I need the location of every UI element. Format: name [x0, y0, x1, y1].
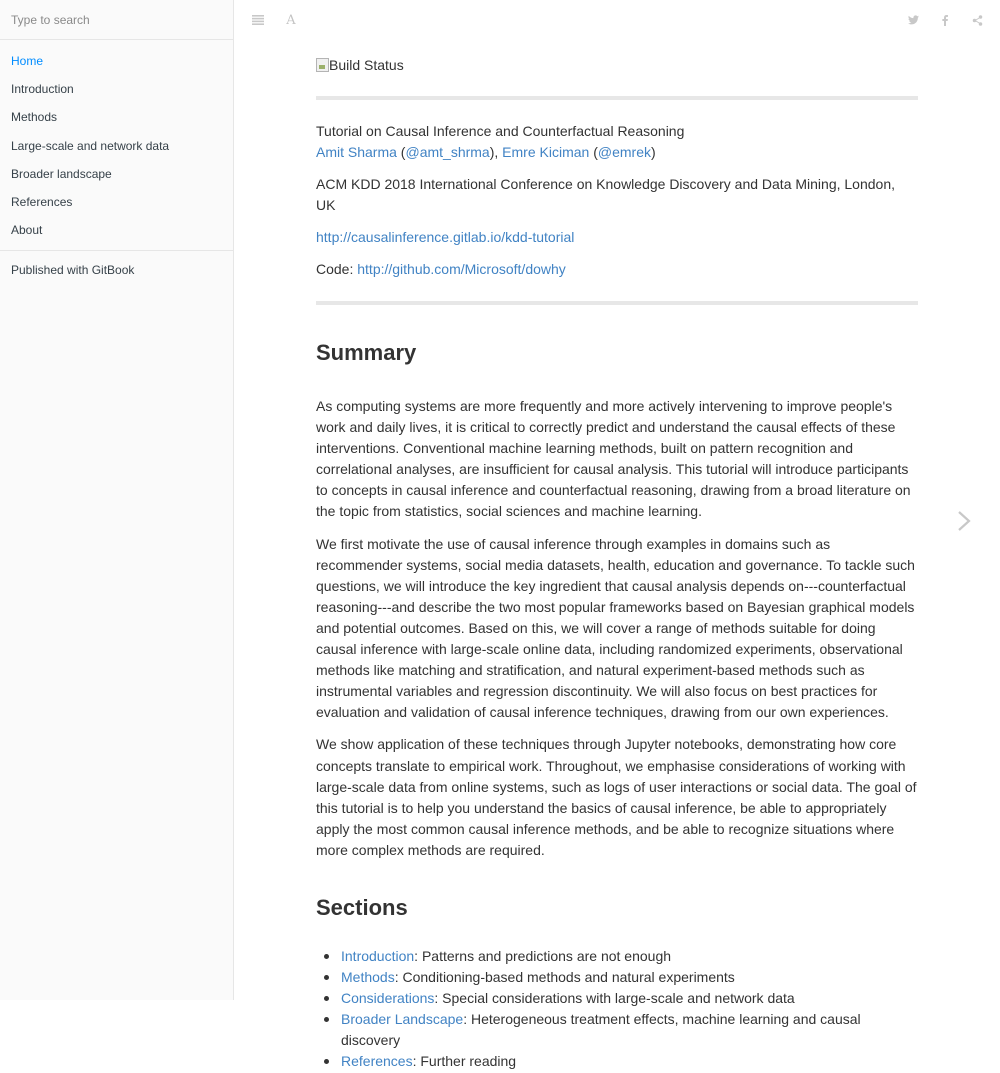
author-emre-kiciman-link[interactable]: Emre Kiciman: [502, 144, 590, 160]
build-status-alt-text: Build Status: [329, 56, 404, 73]
page-content: [316, 40, 918, 1073]
sections-list: [316, 946, 918, 1073]
list-item: [341, 946, 918, 967]
section-link-considerations[interactable]: Considerations: [341, 990, 435, 1007]
sidebar-item-introduction[interactable]: Introduction: [11, 82, 74, 97]
tutorial-title: Tutorial on Causal Inference and Counterfactual Reasoning: [316, 123, 685, 139]
section-link-broader-landscape[interactable]: Broader Landscape: [341, 1011, 464, 1028]
list-item: [341, 967, 918, 988]
code-label: Code:: [316, 261, 354, 277]
sidebar-item-methods[interactable]: Methods: [11, 110, 58, 125]
section-link-introduction[interactable]: Introduction: [341, 947, 415, 964]
section-description: : Patterns and predictions are not enough: [414, 947, 672, 964]
book-header: [235, 0, 1000, 40]
menu-icon[interactable]: [249, 11, 267, 29]
section-description: : Heterogeneous treatment effects, machine learning and causal discovery: [341, 1011, 861, 1049]
published-with-gitbook-link[interactable]: Published with GitBook: [11, 263, 135, 278]
summary-paragraph-1: As computing systems are more frequently and more actively intervening to improve people's work and daily lives, it is critical to correctly predict and understand the causal effects of these interventions. Conventional machine learning methods, built on pattern recognition and correlational analyses, are insufficient for causal analysis. This tutorial will introduce participants to concepts in causal inference and counterfactual reasoning, drawing from a broad literature on the topic from statistics, social sciences and machine learning.: [316, 398, 911, 520]
summary-paragraph-2: We first motivate the use of causal inference through examples in domains such as recommender systems, social media datasets, health, education and governance. To tackle such questions, we will introduce the key ingredient that causal analysis depends on---counterfactual reasoning---and describe the two most popular frameworks based on Bayesian graphical models and potential outcomes. Based on this, we will cover a range of methods suitable for doing causal inference with large-scale online data, including randomized experiments, observational methods like matching and stratification, and natural experiment-based methods such as instrumental variables and regression discontinuity. We will also focus on best practices for evaluation and validation of causal inference techniques, drawing from our own experiences.: [316, 535, 915, 721]
title-block: [316, 121, 918, 163]
sidebar-item-home[interactable]: Home: [11, 54, 44, 69]
divider: [316, 96, 918, 100]
summary-heading: Summary: [316, 340, 417, 365]
next-page-arrow-icon[interactable]: [953, 506, 977, 536]
sidebar-item-about[interactable]: About: [11, 223, 43, 238]
twitter-icon[interactable]: [904, 11, 922, 29]
author-emre-handle-link[interactable]: @emrek: [597, 144, 651, 160]
section-description: : Further reading: [412, 1053, 517, 1070]
author-amit-sharma-link[interactable]: Amit Sharma: [316, 144, 397, 160]
authors-line: Amit Sharma (@amt_shrma), Emre Kiciman (@emrek): [316, 144, 656, 160]
sections-heading: Sections: [316, 894, 408, 920]
conference-line: ACM KDD 2018 International Conference on Knowledge Discovery and Data Mining, London, UK: [316, 176, 896, 213]
section-description: : Conditioning-based methods and natural experiments: [394, 969, 735, 986]
font-settings-icon[interactable]: A: [286, 12, 296, 28]
list-item: [341, 1009, 918, 1051]
code-line: [316, 259, 918, 280]
section-description: : Special considerations with large-scale and network data: [434, 990, 795, 1007]
list-item: [341, 1051, 918, 1072]
search-box: [0, 0, 233, 40]
facebook-icon[interactable]: [936, 11, 954, 29]
divider: [316, 301, 918, 305]
broken-image-icon: [316, 58, 329, 72]
code-repo-link[interactable]: http://github.com/Microsoft/dowhy: [357, 261, 566, 277]
author-amit-handle-link[interactable]: @amt_shrma: [405, 144, 490, 160]
sidebar-item-large-scale[interactable]: Large-scale and network data: [11, 138, 170, 153]
sidebar-item-broader-landscape[interactable]: Broader landscape: [11, 166, 112, 181]
section-link-methods[interactable]: Methods: [341, 969, 395, 986]
sidebar: [0, 0, 234, 1000]
build-status-badge[interactable]: [316, 52, 918, 78]
share-icon[interactable]: [968, 11, 986, 29]
list-item: [341, 988, 918, 1009]
section-link-references[interactable]: References: [341, 1053, 413, 1070]
sidebar-nav: [0, 40, 233, 244]
tutorial-site-link[interactable]: http://causalinference.gitlab.io/kdd-tutorial: [316, 229, 575, 245]
search-input[interactable]: [11, 13, 221, 27]
summary-paragraph-3: We show application of these techniques through Jupyter notebooks, demonstrating how core concepts translate to empirical work. Throughout, we emphasise considerations of working with large-scale data from online systems, such as logs of user interactions or social data. The goal of this tutorial is to help you understand the basics of causal inference, be able to appropriately apply the most common causal inference methods, and be able to recognize situations where more complex methods are required.: [316, 736, 917, 858]
sidebar-item-references[interactable]: References: [11, 195, 73, 210]
